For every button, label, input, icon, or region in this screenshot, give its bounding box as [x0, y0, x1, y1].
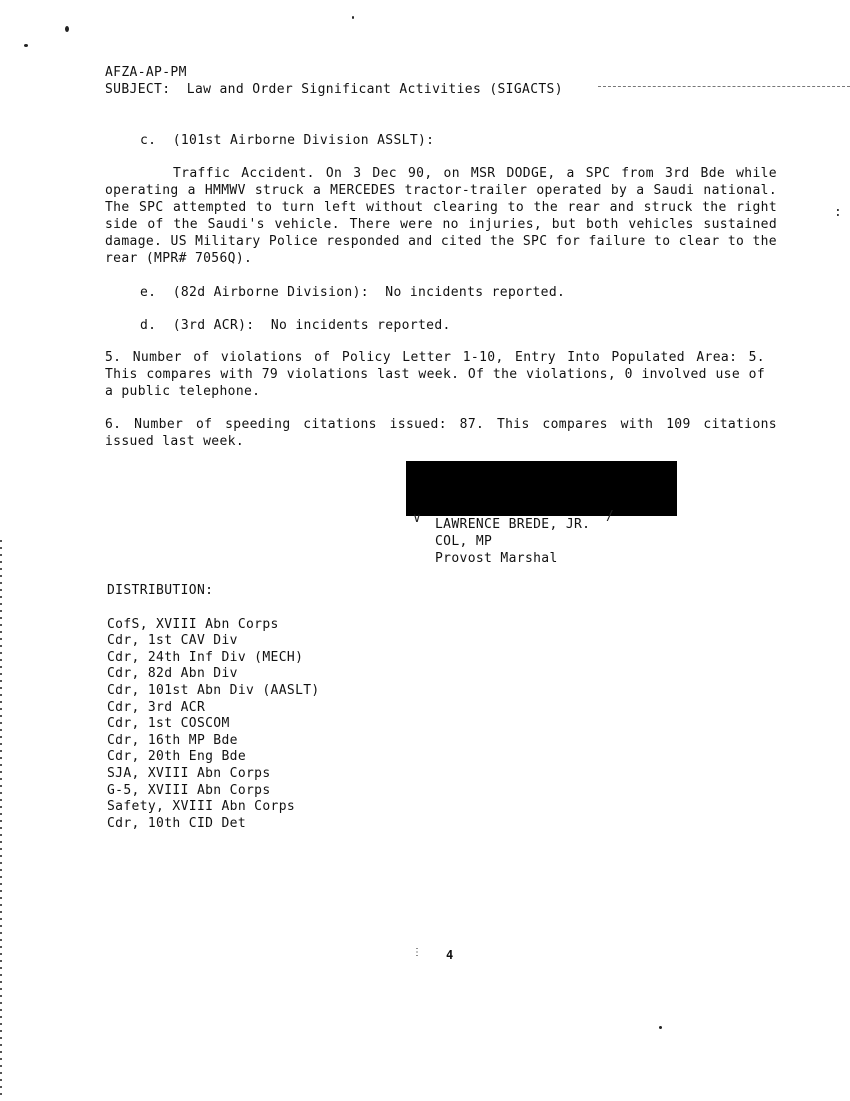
distribution-item: CofS, XVIII Abn Corps [107, 616, 279, 632]
scan-mark: : [834, 205, 842, 220]
page-number: 4 [446, 948, 454, 962]
distribution-item: G-5, XVIII Abn Corps [107, 782, 271, 798]
section-c-body: Traffic Accident. On 3 Dec 90, on MSR DODGE, a SPC from 3rd Bde while operating a HMMWV struck a MERCEDES tractor-trailer operated by a Saudi national. The SPC attempted to turn left without clearing to the rear and struck the right side of the Saudi's vehicle. There were no injuries, but both vehicles sustained damage. US Military Police responded and cited the SPC for failure to clear to the rear (MPR# 7056Q). [105, 166, 777, 266]
signer-rank: COL, MP [435, 534, 493, 549]
distribution-list [107, 600, 320, 849]
distribution-item: Cdr, 101st Abn Div (AASLT) [107, 682, 320, 698]
subject-line [105, 81, 563, 98]
scan-mark: ⋮ [412, 947, 422, 958]
scan-edge-artifact [0, 540, 2, 1100]
distribution-item: SJA, XVIII Abn Corps [107, 765, 271, 781]
distribution-item: Cdr, 1st COSCOM [107, 716, 230, 732]
redacted-signature [406, 461, 677, 516]
signature-tick-mark: / [606, 509, 614, 524]
signature-tick-mark: ∨ [413, 511, 421, 526]
item-5: 5. Number of violations of Policy Letter 1-10, Entry Into Populated Area: 5. This compares with 79 violations last week. Of the violations, 0 involved use of a public telephone. [105, 350, 765, 399]
distribution-item: Cdr, 20th Eng Bde [107, 749, 247, 765]
scan-speck [352, 16, 354, 19]
section-e: e. (82d Airborne Division): No incidents reported. [140, 285, 566, 300]
office-symbol: AFZA-AP-PM [105, 65, 187, 80]
distribution-item: Safety, XVIII Abn Corps [107, 799, 296, 815]
subject-dotted-rule [598, 86, 850, 87]
distribution-item: Cdr, 24th Inf Div (MECH) [107, 649, 304, 665]
section-d: d. (3rd ACR): No incidents reported. [140, 318, 451, 333]
distribution-item: Cdr, 16th MP Bde [107, 732, 238, 748]
item-6: 6. Number of speeding citations issued: 87. This compares with 109 citations issued last week. [105, 417, 777, 449]
distribution-item: Cdr, 1st CAV Div [107, 633, 238, 649]
distribution-heading: DISTRIBUTION: [107, 583, 214, 598]
section-c-heading: c. (101st Airborne Division ASSLT): [140, 133, 435, 148]
subject-label: SUBJECT: [105, 82, 171, 97]
scan-speck [659, 1026, 662, 1029]
signer-title: Provost Marshal [435, 551, 558, 566]
subject-text: Law and Order Significant Activities (SIGACTS) [186, 82, 563, 97]
distribution-item: Cdr, 3rd ACR [107, 699, 206, 715]
distribution-item: Cdr, 82d Abn Div [107, 666, 238, 682]
signer-name: LAWRENCE BREDE, JR. [435, 517, 591, 532]
scan-speck [65, 26, 69, 32]
scan-speck [24, 44, 28, 47]
distribution-item: Cdr, 10th CID Det [107, 815, 247, 831]
